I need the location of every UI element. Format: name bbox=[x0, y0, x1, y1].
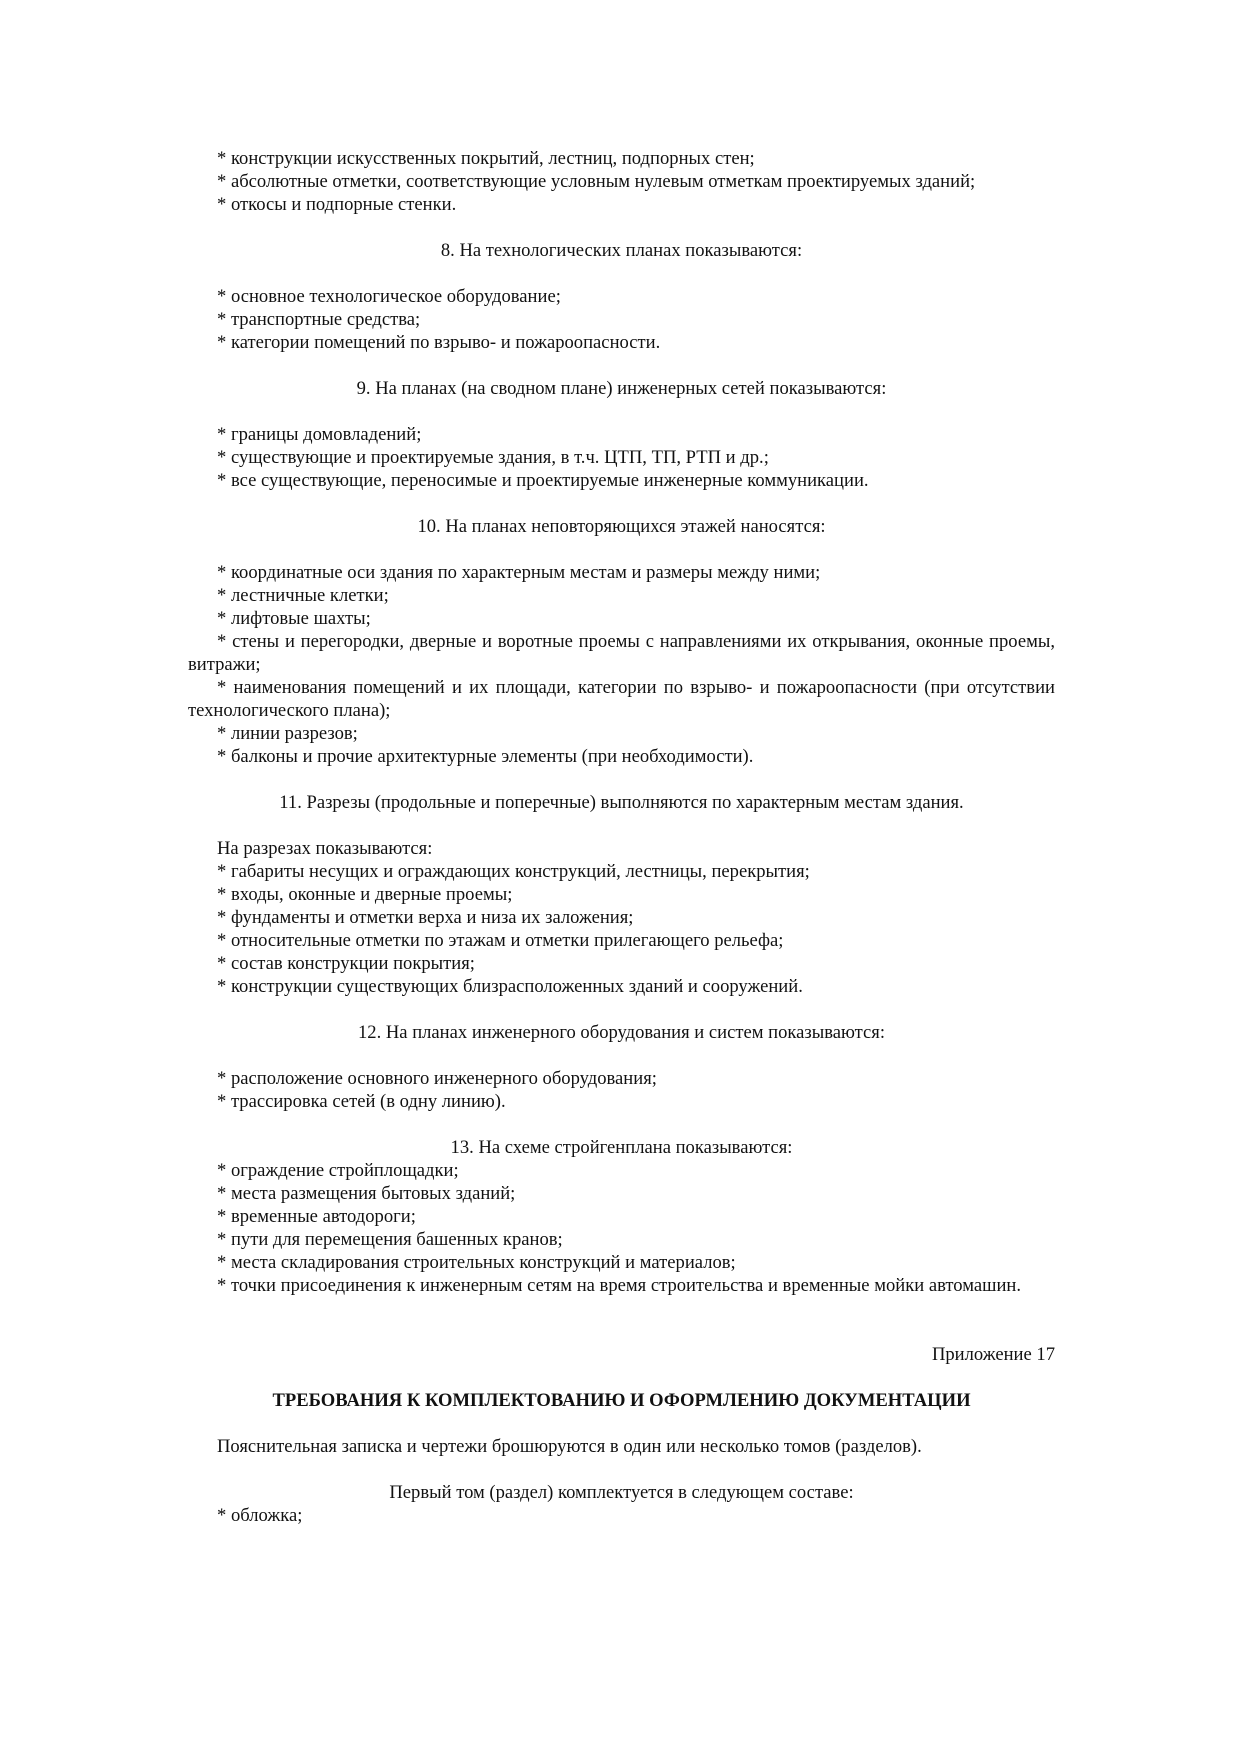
list-item: * категории помещений по взрыво- и пожароопасности. bbox=[217, 332, 661, 353]
list-item: * существующие и проектируемые здания, в т.ч. ЦТП, ТП, РТП и др.; bbox=[217, 447, 769, 468]
list-item: * габариты несущих и ограждающих конструкций, лестницы, перекрытия; bbox=[217, 861, 810, 882]
section-heading-13: 13. На схеме стройгенплана показываются: bbox=[450, 1137, 793, 1158]
list-item: * линии разрезов; bbox=[217, 723, 358, 744]
list-item: * границы домовладений; bbox=[217, 424, 422, 445]
list-item: * основное технологическое оборудование; bbox=[217, 286, 561, 307]
list-item: * относительные отметки по этажам и отметки прилегающего рельефа; bbox=[217, 930, 784, 951]
appendix-title: ТРЕБОВАНИЯ К КОМПЛЕКТОВАНИЮ И ОФОРМЛЕНИЮ ДОКУМЕНТАЦИИ bbox=[272, 1390, 971, 1411]
list-item: * точки присоединения к инженерным сетям на время строительства и временные мойки автомашин. bbox=[217, 1275, 1021, 1296]
list-item: * абсолютные отметки, соответствующие условным нулевым отметкам проектируемых зданий; bbox=[217, 171, 976, 192]
section-heading-10: 10. На планах неповторяющихся этажей наносятся: bbox=[417, 516, 826, 537]
list-item: * расположение основного инженерного оборудования; bbox=[217, 1068, 657, 1089]
list-item: * транспортные средства; bbox=[217, 309, 421, 330]
list-item: * ограждение стройплощадки; bbox=[217, 1160, 459, 1181]
list-item: * трассировка сетей (в одну линию). bbox=[217, 1091, 506, 1112]
section-heading-8: 8. На технологических планах показываются: bbox=[440, 240, 803, 261]
section-heading-9: 9. На планах (на сводном плане) инженерных сетей показываются: bbox=[356, 378, 887, 399]
appendix-label: Приложение 17 bbox=[931, 1344, 1055, 1365]
list-item: * места складирования строительных конструкций и материалов; bbox=[217, 1252, 736, 1273]
list-item: * наименования помещений и их площади, категории по взрыво- и пожароопасности (при отсутствии технологического плана); bbox=[188, 677, 1055, 721]
list-item: * все существующие, переносимые и проектируемые инженерные коммуникации. bbox=[217, 470, 869, 491]
list-item: * стены и перегородки, дверные и воротные проемы с направлениями их открывания, оконные проемы, витражи; bbox=[188, 631, 1055, 675]
list-item: * конструкции искусственных покрытий, лестниц, подпорных стен; bbox=[217, 148, 755, 169]
list-item: * лестничные клетки; bbox=[217, 585, 389, 606]
list-item: * балконы и прочие архитектурные элементы (при необходимости). bbox=[217, 746, 754, 767]
list-item: * откосы и подпорные стенки. bbox=[217, 194, 457, 215]
paragraph: На разрезах показываются: bbox=[217, 838, 433, 859]
list-item: * обложка; bbox=[217, 1505, 303, 1526]
list-item: * пути для перемещения башенных кранов; bbox=[217, 1229, 563, 1250]
list-item: * места размещения бытовых зданий; bbox=[217, 1183, 516, 1204]
section-heading-12: 12. На планах инженерного оборудования и систем показываются: bbox=[357, 1022, 886, 1043]
list-item: * координатные оси здания по характерным местам и размеры между ними; bbox=[217, 562, 821, 583]
paragraph: Пояснительная записка и чертежи брошюруются в один или несколько томов (разделов). bbox=[217, 1436, 922, 1457]
section-heading-11: 11. Разрезы (продольные и поперечные) выполняются по характерным местам здания. bbox=[279, 792, 964, 813]
section-heading-composition: Первый том (раздел) комплектуется в следующем составе: bbox=[389, 1482, 854, 1503]
list-item: * входы, оконные и дверные проемы; bbox=[217, 884, 513, 905]
list-item: * фундаменты и отметки верха и низа их заложения; bbox=[217, 907, 634, 928]
list-item: * состав конструкции покрытия; bbox=[217, 953, 475, 974]
list-item: * конструкции существующих близрасположенных зданий и сооружений. bbox=[217, 976, 803, 997]
list-item: * временные автодороги; bbox=[217, 1206, 416, 1227]
list-item: * лифтовые шахты; bbox=[217, 608, 371, 629]
